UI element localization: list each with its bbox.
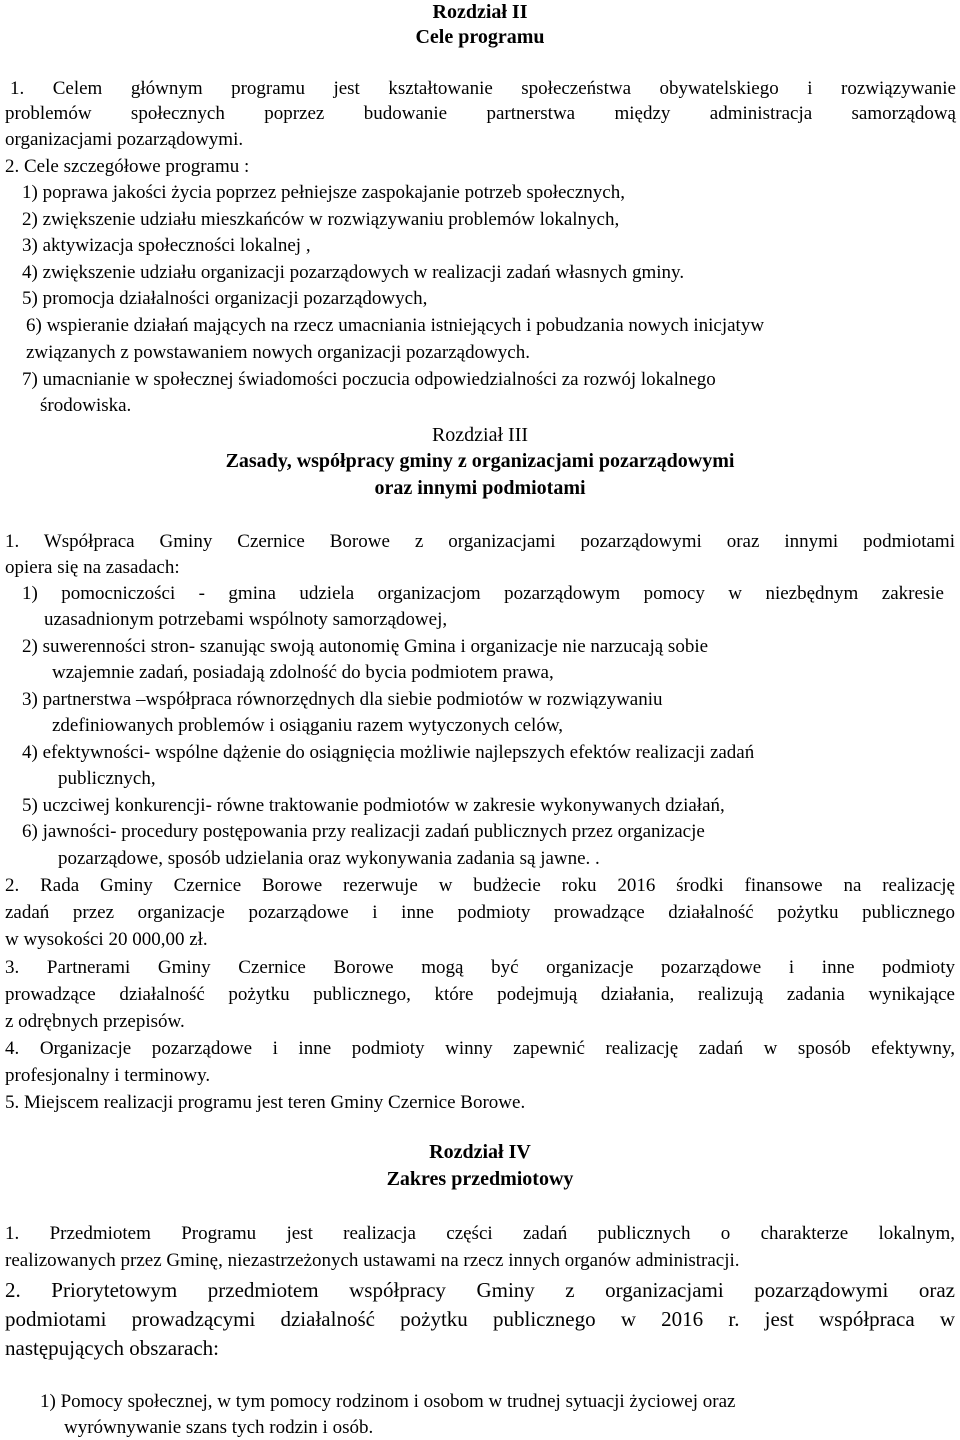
area-item: 1) Pomocy społecznej, w tym pomocy rodzinom i osobom w trudnej sytuacji życiowej oraz	[40, 1391, 736, 1412]
ch4-p1-line-2: realizowanych przez Gminę, niezastrzeżonych ustawami na rzecz innych organów administracji.	[5, 1250, 740, 1271]
goal-item: 1) poprawa jakości życia poprzez pełniejsze zaspokajanie potrzeb społecznych,	[22, 182, 625, 203]
ch2-p1-line-3: organizacjami pozarządowymi.	[5, 129, 244, 150]
ch3-p2-line-2: zadań przez organizacje pozarządowe i inne podmioty prowadzące działalność pożytku publicznego	[5, 902, 955, 923]
goal-item-continuation: związanych z powstawaniem nowych organizacji pozarządowych.	[26, 342, 530, 363]
ch3-p3-line-1: 3. Partnerami Gminy Czernice Borowe mogą być organizacje pozarządowe i inne podmioty	[5, 957, 955, 978]
chapter-4-heading: Rozdział IV	[429, 1141, 531, 1163]
area-item-continuation: wyrównywanie szans tych rodzin i osób.	[64, 1417, 374, 1438]
principle-item-continuation: uzasadnionym potrzebami wspólnoty samorządowej,	[44, 609, 448, 630]
ch4-p2-line-1: 2. Priorytetowym przedmiotem współpracy Gminy z organizacjami pozarządowymi oraz	[5, 1278, 955, 1302]
goal-item: 6) wspieranie działań mających na rzecz umacniania istniejących i pobudzania nowych inicjatyw	[26, 315, 765, 336]
ch2-p1-line-2: problemów społecznych poprzez budowanie partnerstwa między administracja samorządową	[5, 103, 956, 124]
ch2-p2-intro: 2. Cele szczegółowe programu :	[5, 156, 250, 177]
ch4-p2-line-3: następujących obszarach:	[5, 1336, 219, 1360]
principle-item-continuation: publicznych,	[58, 768, 156, 789]
goal-item: 7) umacnianie w społecznej świadomości poczucia odpowiedzialności za rozwój lokalnego	[22, 369, 716, 390]
chapter-3-title-line-1: Zasady, współpracy gminy z organizacjami pozarządowymi	[225, 450, 735, 472]
principle-item: 6) jawności- procedury postępowania przy realizacji zadań publicznych przez organizacje	[22, 821, 705, 842]
ch4-p1-line-1: 1. Przedmiotem Programu jest realizacja części zadań publicznych o charakterze lokalnym,	[5, 1223, 955, 1244]
ch3-p3-line-2: prowadzące działalność pożytku publicznego, które podejmują działania, realizują zadania wynikające	[5, 984, 955, 1005]
ch3-p2-line-1: 2. Rada Gminy Czernice Borowe rezerwuje w budżecie roku 2016 środki finansowe na realizację	[5, 875, 955, 896]
goal-item: 4) zwiększenie udziału organizacji pozarządowych w realizacji zadań własnych gminy.	[22, 262, 685, 283]
ch3-p4-line-1: 4. Organizacje pozarządowe i inne podmioty winny zapewnić realizację zadań w sposób efektywny,	[5, 1038, 955, 1059]
chapter-2-title: Cele programu	[415, 26, 545, 48]
ch3-p4-line-2: profesjonalny i terminowy.	[5, 1065, 211, 1086]
principle-item: 2) suwerenności stron- szanując swoją autonomię Gmina i organizacje nie narzucają sobie	[22, 636, 709, 657]
ch2-p1-line-1: 1. Celem głównym programu jest kształtowanie społeczeństwa obywatelskiego i rozwiązywanie	[10, 78, 956, 99]
principle-item-continuation: zdefiniowanych problemów i osiąganiu razem wytyczonych celów,	[52, 715, 564, 736]
ch3-p3-line-3: z odrębnych przepisów.	[5, 1011, 185, 1032]
principle-item-continuation: pozarządowe, sposób udzielania oraz wykonywania zadania są jawne. .	[58, 848, 600, 869]
principle-item: 3) partnerstwa –współpraca równorzędnych dla siebie podmiotów w rozwiązywaniu	[22, 689, 663, 710]
goal-item-continuation: środowiska.	[40, 395, 132, 416]
ch3-p1-line-2: opiera się na zasadach:	[5, 557, 180, 578]
chapter-3-title-line-2: oraz innymi podmiotami	[374, 477, 586, 499]
principle-item: 5) uczciwej konkurencji- równe traktowanie podmiotów w zakresie wykonywanych działań,	[22, 795, 725, 816]
ch4-p2-line-2: podmiotami prowadzącymi działalność pożytku publicznego w 2016 r. jest współpraca w	[5, 1307, 955, 1331]
principle-item: 1) pomocniczości - gmina udziela organizacjom pozarządowym pomocy w niezbędnym zakresie	[22, 583, 944, 604]
chapter-3-heading: Rozdział III	[431, 424, 529, 446]
chapter-2-heading: Rozdział II	[432, 1, 528, 23]
principle-item-continuation: wzajemnie zadań, posiadają zdolność do bycia podmiotem prawa,	[52, 662, 554, 683]
goal-item: 5) promocja działalności organizacji pozarządowych,	[22, 288, 428, 309]
ch3-p1-line-1: 1. Współpraca Gminy Czernice Borowe z organizacjami pozarządowymi oraz innymi podmiotami	[5, 531, 955, 552]
ch3-p5: 5. Miejscem realizacji programu jest teren Gminy Czernice Borowe.	[5, 1092, 526, 1113]
principle-item: 4) efektywności- wspólne dążenie do osiągnięcia możliwie najlepszych efektów realizacji zadań	[22, 742, 755, 763]
goal-item: 2) zwiększenie udziału mieszkańców w rozwiązywaniu problemów lokalnych,	[22, 209, 620, 230]
chapter-4-title: Zakres przedmiotowy	[386, 1168, 574, 1190]
goal-item: 3) aktywizacja społeczności lokalnej ,	[22, 235, 311, 256]
ch3-p2-line-3: w wysokości 20 000,00 zł.	[5, 929, 208, 950]
